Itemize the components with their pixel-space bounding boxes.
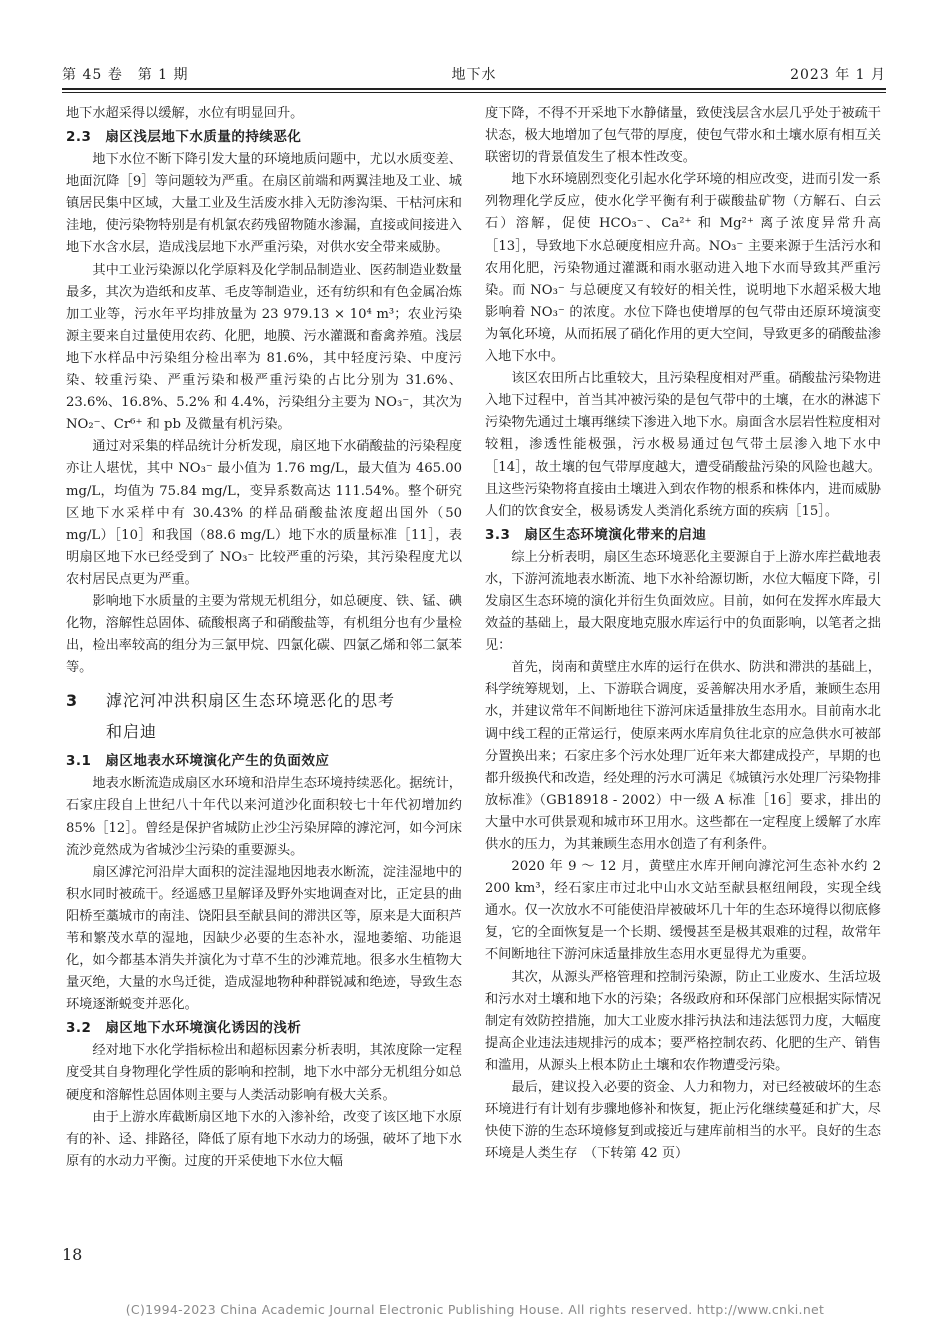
paragraph: 最后，建议投入必要的资金、人力和物力，对已经被破坏的生态环境进行有计划有步骤地修补和恢复，扼止污化继续蔓延和扩大，尽快使下游的生态环境修复到或接近与建库前相当的水平。良好的生态环境是人类生存 （下转第 42 页）: [485, 1080, 881, 1162]
paragraph: 通过对采集的样品统计分析发现，扇区地下水硝酸盐的污染程度亦让人堪忧，其中 NO₃⁻ 最小值为 1.76 mg/L，最大值为 465.00 mg/L，均值为 75.84 mg/L，变异系数高达 111.54%。整个研究区地下水采样中有 30.43% 的样品硝酸盐浓度超出国外（50 mg/L）［10］和我国（88.6 mg/L）地下水的质量标准［11］，表明扇区地下水已经受到了 NO₃⁻ 比较严重的污染，其污染程度尤以农村居民点更为严重。: [66, 439, 462, 587]
paragraph: 其次，从源头严格管理和控制污染源，防止工业废水、生活垃圾和污水对土壤和地下水的污染；各级政府和环保部门应根据实际情况制定有效防控措施，加大工业废水排污执法和违法惩罚力度，大幅度提高企业违法违规排污的成本；要严格控制农药、化肥的生产、销售和滥用，从源头上根本防止土壤和农作物遭受污染。: [485, 969, 881, 1073]
page-number: 18: [62, 1245, 83, 1264]
section-number: 3.2: [66, 1020, 92, 1037]
section-heading-3-1: [66, 749, 462, 773]
section-heading-3: [66, 685, 462, 747]
section-title-continued: 和启迪: [106, 722, 158, 742]
paragraph: 地表水断流造成扇区水环境和沿岸生态环境持续恶化。据统计，石家庄段自上世纪八十年代以来河道沙化面积较七十年代初增加约 85%［12］。曾经是保护省城防止沙尘污染屏障的滹沱河，如今河床流沙竟然成为省城沙尘污染的重要源头。: [66, 776, 462, 858]
copyright-footer: (C)1994-2023 China Academic Journal Electronic Publishing House. All rights reserved. http://www.cnki.net: [125, 1302, 825, 1317]
section-heading-3-3: [485, 523, 881, 547]
right-column: [485, 103, 881, 1165]
left-column: [66, 103, 462, 1173]
section-title: 扇区生态环境演化带来的启迪: [524, 526, 707, 543]
paragraph: 综上分析表明，扇区生态环境恶化主要源自于上游水库拦截地表水，下游河流地表水断流、地下水补给源切断，水位大幅度下降，引发扇区生态环境的演化并衍生负面效应。目前，如何在发挥水库最大效益的基础上，最大限度地克服水库运行中的负面影响，以笔者之拙见：: [485, 549, 881, 654]
publication-date: 2023 年 1 月: [790, 67, 886, 83]
paragraph: 2020 年 9 ～ 12 月，黄壁庄水库开闸向滹沱河生态补水约 2 200 km³，经石家庄市过北中山水文站至献县枢纽闸段，实现全线通水。仅一次放水不可能使沿岸被破坏几十年的生态环境得以彻底修复，它的全面恢复是一个长期、缓慢甚至是极其艰难的过程，故常年不间断地往下游河床适量排放生态用水更显得尤为重要。: [485, 859, 881, 963]
paragraph: 影响地下水质量的主要为常规无机组分，如总硬度、铁、锰、碘化物，溶解性总固体、硫酸根离子和硝酸盐等，有机组分也有少量检出，检出率较高的组分为三氯甲烷、四氯化碳、四氯乙烯和邻二氯苯等。: [66, 593, 462, 676]
paragraph: 地下水位不断下降引发大量的环境地质问题中，尤以水质变差、地面沉降［9］等问题较为严重。在扇区前端和两翼洼地及工业、城镇居民集中区域，大量工业及生活废水排入无防渗沟渠、干枯河床和洼地，使污染物特别是有机氯农药残留物随水渗漏，直接或间接进入地下水含水层，造成浅层地下水严重污染，对供水安全带来威胁。: [66, 152, 462, 256]
section-title: 扇区地表水环境演化产生的负面效应: [105, 753, 330, 770]
paragraph: 经对地下水化学指标检出和超标因素分析表明，其浓度除一定程度受其自身物理化学性质的影响和控制，地下水中部分无机组分如总硬度和溶解性总固体则主要与人类活动影响有极大关系。: [66, 1043, 462, 1103]
paragraph: 由于上游水库截断扇区地下水的入渗补给，改变了该区地下水原有的补、迳、排路径，降低了原有地下水动力的场强，破坏了地下水原有的水动力平衡。过度的开采使地下水位大幅: [66, 1109, 462, 1169]
section-number: 3.1: [66, 753, 92, 770]
paragraph: 地下水超采得以缓解，水位有明显回升。: [66, 106, 304, 121]
paragraph: 其中工业污染源以化学原料及化学制品制造业、医药制造业数量最多，其次为造纸和皮革、毛皮等制造业，还有纺织和有色金属冶炼加工业等，污水年平均排放量为 23 979.13 × 10⁴ m³；农业污染源主要来自过量使用农药、化肥，地膜、污水灌溉和畜禽养殖。浅层地下水样品中污染组分检出率为 81.6%，其中轻度污染、中度污染、较重污染、严重污染和极严重污染的占比分别为 31.6%、23.6%、16.8%、5.2% 和 4.4%，污染组分主要为 NO₃⁻，其次为 NO₂⁻、Cr⁶⁺ 和 pb 及微量有机污染。: [66, 262, 462, 433]
paragraph: 地下水环境剧烈变化引起水化学环境的相应改变，进而引发一系列物理化学反应，使水化学平衡有利于碳酸盐矿物（方解石、白云石）溶解，促使 HCO₃⁻、Ca²⁺ 和 Mg²⁺ 离子浓度异常升高［13］，导致地下水总硬度相应升高。NO₃⁻ 主要来源于生活污水和农用化肥，污染物通过灌溉和雨水驱动进入地下水而导致其严重污染。而 NO₃⁻ 与总硬度又有较好的相关性，说明地下水超采极大地影响着 NO₃⁻ 的浓度。水位下降也使增厚的包气带由还原环境演变为氧化环境，从而拓展了硝化作用的更大空间，导致更多的硝酸盐渗入地下水中。: [485, 172, 881, 365]
running-header: [62, 64, 886, 86]
journal-title: 地下水: [451, 67, 497, 83]
paragraph: 该区农田所占比重较大，且污染程度相对严重。硝酸盐污染物进入地下过程中，首当其冲被污染的是包气带中的土壤，在水的淋滤下污染物先通过土壤再继续下渗进入地下水。扇面含水层岩性粒度相对较粗，渗透性能极强，污水极易通过包气带土层渗入地下水中［14］，故土壤的包气带厚度越大，遭受硝酸盐污染的风险也越大。且这些污染物将直接由土壤进入到农作物的根系和株体内，进而威胁人们的饮食安全，极易诱发人类消化系统方面的疾病［15］。: [485, 371, 881, 519]
section-title: 扇区地下水环境演化诱因的浅析: [105, 1020, 302, 1037]
header-rule-thin: [62, 92, 886, 93]
section-number: 3: [66, 691, 79, 711]
section-title: 滹沱河冲洪积扇区生态环境恶化的思考: [106, 691, 396, 711]
section-title: 扇区浅层地下水质量的持续恶化: [105, 129, 302, 146]
header-rule: [62, 88, 886, 90]
paragraph: 度下降，不得不开采地下水静储量，致使浅层含水层几乎处于被疏干状态，极大地增加了包气带的厚度，使包气带水和土壤水原有相互关联密切的背景值发生了根本性改变。: [485, 106, 881, 166]
paragraph: 首先，岗南和黄壁庄水库的运行在供水、防洪和滞洪的基础上，科学统筹规划，上、下游联合调度，妥善解决用水矛盾，兼顾生态用水，并建议常年不间断地往下游河床适量排放生态用水。目前南水北调中线工程的正常运行，使原来两水库肩负往北京的应急供水可被部分置换出来；石家庄多个污水处理厂近年来大都建成投产，早期的也都升级换代和改造，经处理的污水可满足《城镇污水处理厂污染物排放标准》（GB18918 - 2002）中一级 A 标准［16］要求，排出的大量中水可供景观和城市环卫用水。这些都在一定程度上缓解了水库供水的压力，为其兼顾生态用水创造了有利条件。: [485, 660, 881, 852]
section-heading-2-3: [66, 125, 462, 149]
section-number: 3.3: [485, 526, 511, 543]
section-heading-3-2: [66, 1016, 462, 1040]
section-number: 2.3: [66, 129, 92, 146]
journal-volume-issue: 第 45 卷 第 1 期: [62, 67, 189, 83]
paragraph: 扇区滹沱河沿岸大面积的淀洼湿地因地表水断流，淀洼湿地中的积水同时被疏干。经遥感卫星解译及野外实地调查对比，正定县的曲阳桥至藁城市的南洼、饶阳县至献县间的滞洪区等，原来是大面积芦苇和繁茂水草的湿地，因缺少必要的生态补水，湿地萎缩、功能退化，如今都基本消失并演化为寸草不生的沙滩荒地。很多水生植物大量灭绝，大量的水鸟迁徙，造成湿地物种种群锐减和绝迹，导致生态环境逐渐蜕变并恶化。: [66, 864, 462, 1013]
